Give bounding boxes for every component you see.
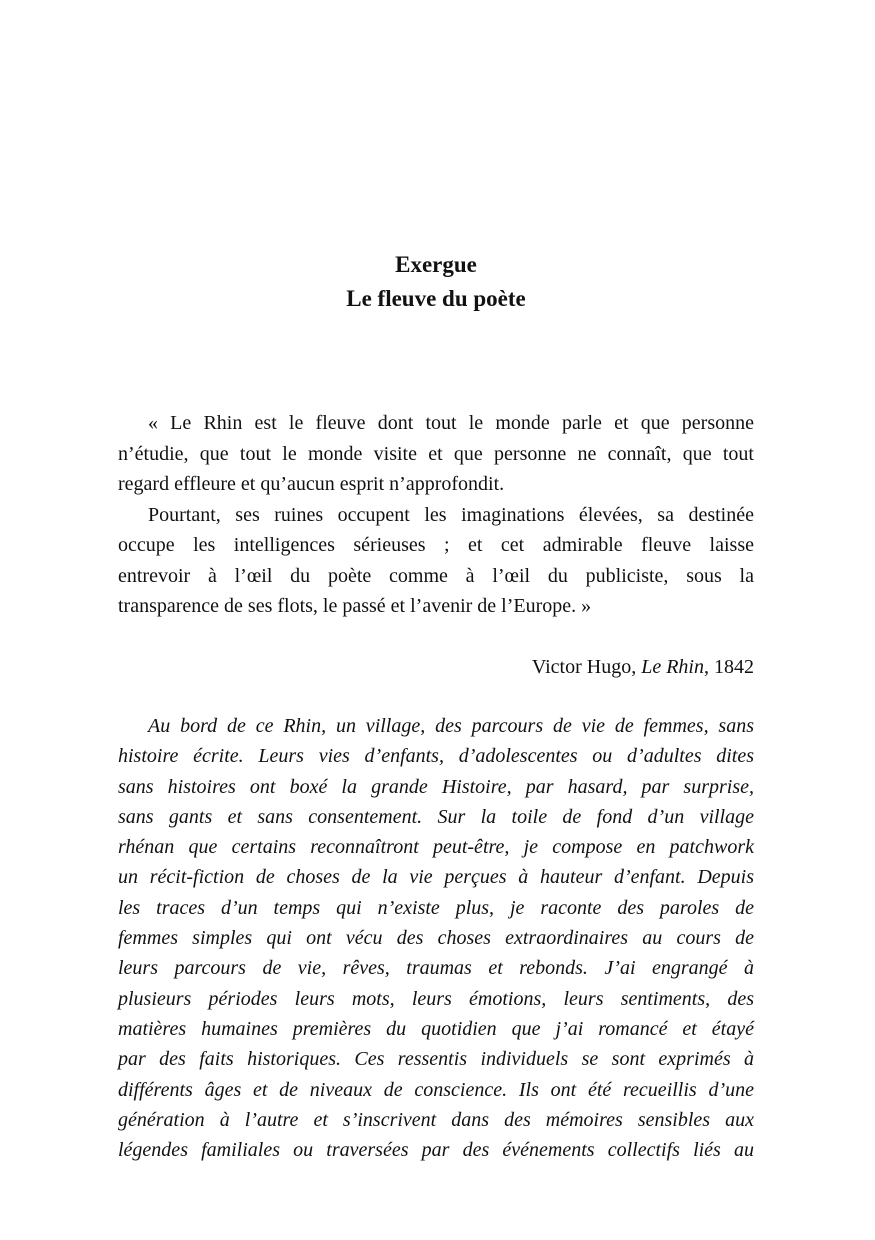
body-line: génération à l’autre et s’inscrivent dans des mémoires sensibles aux: [118, 1108, 754, 1131]
quote-paragraph-1: [118, 408, 754, 500]
body-line: rhénan que certains reconnaîtront peut-être, je compose en patchwork: [118, 836, 754, 859]
quote-line: transparence de ses flots, le passé et l’avenir de l’Europe. »: [118, 595, 592, 617]
body-line: différents âges et de niveaux de conscience. Ils ont été recueillis d’une: [118, 1078, 754, 1101]
body-paragraph: [118, 711, 754, 1165]
body-line: les traces d’un temps qui n’existe plus, je raconte des paroles de: [118, 896, 754, 919]
attribution-year: , 1842: [704, 656, 754, 678]
chapter-heading: [118, 248, 754, 316]
quote-line: n’étudie, que tout le monde visite et que personne ne connaît, que tout: [118, 442, 754, 465]
body-line: plusieurs périodes leurs mots, leurs émotions, leurs sentiments, des: [118, 987, 754, 1010]
epigraph-quote: [118, 408, 754, 622]
body-line: sans gants et sans consentement. Sur la toile de fond d’un village: [118, 805, 754, 828]
chapter-title: Exergue: [395, 252, 477, 277]
body-line: histoire écrite. Leurs vies d’enfants, d’adolescentes ou d’adultes dites: [118, 745, 754, 768]
body-line: un récit-fiction de choses de la vie perçues à hauteur d’enfant. Depuis: [118, 866, 754, 889]
body-line: légendes familiales ou traversées par des événements collectifs liés au: [118, 1139, 754, 1162]
body-line: femmes simples qui ont vécu des choses extraordinaires au cours de: [118, 927, 754, 950]
quote-line: regard effleure et qu’aucun esprit n’approfondit.: [118, 473, 505, 495]
quote-line: entrevoir à l’œil du poète comme à l’œil du publiciste, sous la: [118, 564, 754, 587]
chapter-subtitle: Le fleuve du poète: [346, 286, 526, 311]
body-line: par des faits historiques. Ces ressentis individuels se sont exprimés à: [118, 1048, 754, 1071]
attribution-work: Le Rhin: [641, 656, 704, 678]
quote-line: occupe les intelligences sérieuses ; et cet admirable fleuve laisse: [118, 534, 754, 556]
quote-line: Pourtant, ses ruines occupent les imaginations élevées, sa destinée: [148, 503, 754, 526]
quote-attribution: [118, 652, 754, 682]
body-line: leurs parcours de vie, rêves, traumas et rebonds. J’ai engrangé à: [118, 957, 754, 980]
book-page: [118, 0, 754, 1240]
attribution-author: Victor Hugo,: [531, 656, 642, 678]
quote-line: « Le Rhin est le fleuve dont tout le monde parle et que personne: [148, 412, 754, 434]
quote-paragraph-2: [118, 500, 754, 622]
body-line: matières humaines premières du quotidien que j’ai romancé et étayé: [118, 1017, 754, 1040]
body-line: sans histoires ont boxé la grande Histoire, par hasard, par surprise,: [118, 775, 754, 798]
body-line: Au bord de ce Rhin, un village, des parcours de vie de femmes, sans: [148, 715, 754, 737]
